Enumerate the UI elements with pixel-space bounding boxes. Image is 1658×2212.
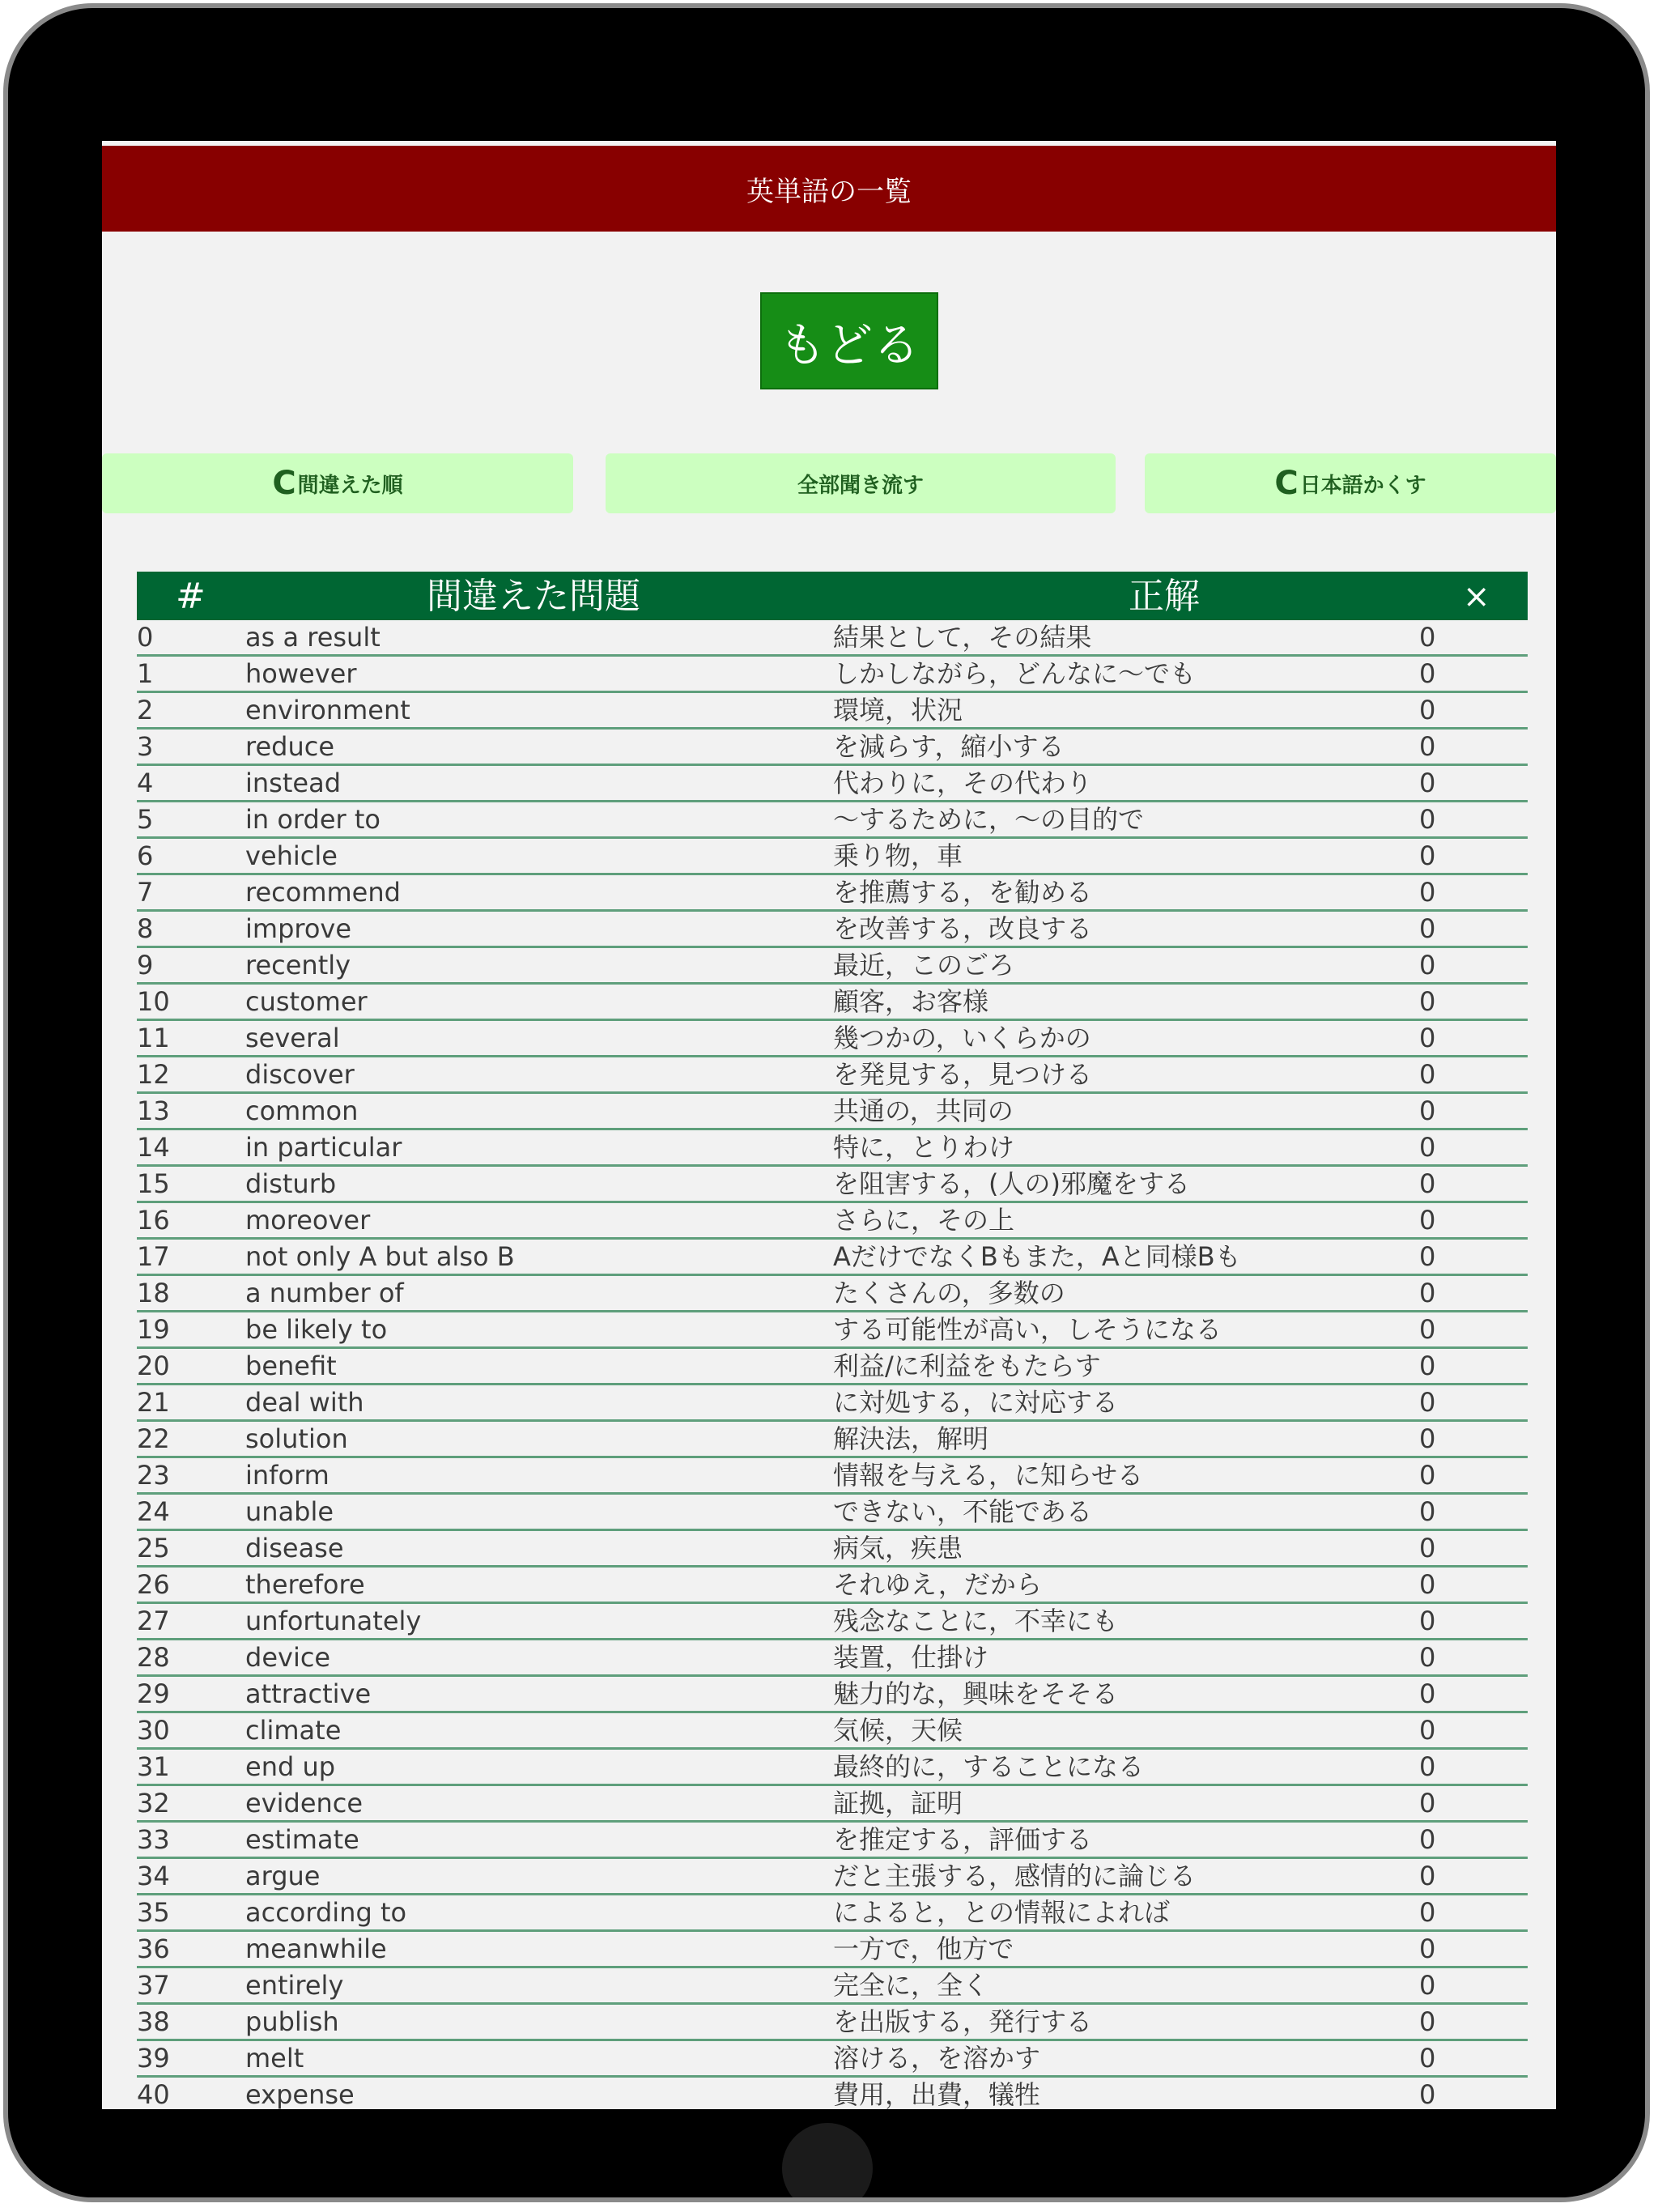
table-row[interactable]	[137, 1057, 1528, 1094]
row-word: inform	[245, 1460, 329, 1491]
row-number: 22	[137, 1423, 170, 1454]
row-number: 4	[137, 768, 154, 798]
row-mistake-count: 0	[1419, 1351, 1436, 1381]
header-answer: 正解	[1129, 576, 1200, 617]
row-answer: 魅力的な，興味をそそる	[833, 1678, 1119, 1709]
table-row[interactable]	[137, 1276, 1528, 1312]
row-answer: 利益/に利益をもたらす	[833, 1351, 1101, 1381]
table-row[interactable]	[137, 1677, 1528, 1713]
sort-by-mistakes-label: 間違えた順	[297, 473, 403, 498]
row-word: entirely	[245, 1970, 344, 2001]
row-answer: によると，との情報によれば	[833, 1897, 1171, 1928]
row-answer: 環境，状況	[833, 695, 963, 725]
row-mistake-count: 0	[1419, 1569, 1436, 1600]
row-answer: を推定する，評価する	[833, 1824, 1093, 1855]
row-word: discover	[245, 1059, 355, 1090]
row-word: publish	[245, 2006, 339, 2037]
row-answer: 乗り物，車	[833, 840, 963, 871]
row-word: end up	[245, 1751, 336, 1782]
row-answer: を推薦する，を勧める	[833, 877, 1093, 908]
row-word: solution	[245, 1423, 348, 1454]
row-word: disturb	[245, 1168, 337, 1199]
row-word: environment	[245, 695, 410, 725]
row-number: 11	[137, 1023, 170, 1053]
cycle-icon: C	[1274, 465, 1299, 502]
row-number: 34	[137, 1861, 170, 1891]
row-word: attractive	[245, 1678, 372, 1709]
table-row[interactable]	[137, 1531, 1528, 1568]
row-number: 19	[137, 1314, 170, 1345]
table-row[interactable]	[137, 1021, 1528, 1057]
header-mistake-count: ×	[1463, 578, 1490, 615]
row-answer: を出版する，発行する	[833, 2006, 1093, 2037]
table-row[interactable]	[137, 2078, 1528, 2109]
row-mistake-count: 0	[1419, 986, 1436, 1017]
row-answer: を発見する，見つける	[833, 1059, 1093, 1090]
row-number: 7	[137, 877, 154, 908]
row-answer: 一方で，他方で	[833, 1933, 1014, 1964]
row-answer: を阻害する，(人の)邪魔をする	[833, 1168, 1190, 1199]
listen-all-button[interactable]	[606, 453, 1116, 513]
table-row[interactable]	[137, 1240, 1528, 1276]
table-row[interactable]	[137, 802, 1528, 839]
row-mistake-count: 0	[1419, 1205, 1436, 1236]
row-number: 33	[137, 1824, 170, 1855]
row-number: 37	[137, 1970, 170, 2001]
row-mistake-count: 0	[1419, 1861, 1436, 1891]
row-answer: 代わりに，その代わり	[833, 768, 1093, 798]
title-bar	[102, 146, 1556, 232]
row-answer: 共通の，共同の	[833, 1095, 1014, 1126]
row-mistake-count: 0	[1419, 1496, 1436, 1527]
row-mistake-count: 0	[1419, 1095, 1436, 1126]
header-number: #	[176, 576, 206, 617]
row-number: 35	[137, 1897, 170, 1928]
row-word: recently	[245, 950, 351, 981]
row-answer: できない，不能である	[833, 1496, 1093, 1527]
row-word: climate	[245, 1715, 342, 1746]
row-word: instead	[245, 768, 341, 798]
row-number: 31	[137, 1751, 170, 1782]
row-mistake-count: 0	[1419, 768, 1436, 798]
table-row[interactable]	[137, 1458, 1528, 1495]
row-word: common	[245, 1095, 359, 1126]
row-number: 23	[137, 1460, 170, 1491]
row-word: meanwhile	[245, 1933, 387, 1964]
row-mistake-count: 0	[1419, 1533, 1436, 1563]
row-number: 5	[137, 804, 154, 835]
row-number: 24	[137, 1496, 170, 1527]
table-row[interactable]	[137, 1750, 1528, 1786]
row-answer: 解決法，解明	[833, 1423, 989, 1454]
table-row[interactable]	[137, 1422, 1528, 1458]
row-word: in particular	[245, 1132, 402, 1163]
table-row[interactable]	[137, 693, 1528, 730]
hide-japanese-button[interactable]	[1145, 453, 1556, 513]
row-mistake-count: 0	[1419, 1387, 1436, 1418]
row-number: 36	[137, 1933, 170, 1964]
cycle-icon: C	[272, 465, 296, 502]
row-answer: だと主張する，感情的に論じる	[833, 1861, 1197, 1891]
row-number: 15	[137, 1168, 170, 1199]
table-row[interactable]	[137, 1130, 1528, 1167]
table-row[interactable]	[137, 1094, 1528, 1130]
row-number: 16	[137, 1205, 170, 1236]
row-answer: 結果として，その結果	[833, 622, 1092, 653]
row-mistake-count: 0	[1419, 2079, 1436, 2109]
word-table	[137, 572, 1528, 2109]
row-mistake-count: 0	[1419, 1970, 1436, 2001]
row-word: evidence	[245, 1788, 363, 1819]
table-row[interactable]	[137, 2005, 1528, 2041]
row-mistake-count: 0	[1419, 1678, 1436, 1709]
table-row[interactable]	[137, 1385, 1528, 1422]
row-number: 13	[137, 1095, 170, 1126]
row-number: 17	[137, 1241, 170, 1272]
table-header	[137, 572, 1528, 620]
row-word: deal with	[245, 1387, 364, 1418]
row-mistake-count: 0	[1419, 1751, 1436, 1782]
row-word: as a result	[245, 622, 380, 653]
table-row[interactable]	[137, 1640, 1528, 1677]
row-answer: 顧客，お客様	[833, 986, 989, 1017]
hide-japanese-label: 日本語かくす	[1299, 473, 1426, 498]
row-number: 6	[137, 840, 154, 871]
row-answer: 完全に，全く	[833, 1970, 989, 2001]
row-word: vehicle	[245, 840, 338, 871]
row-answer: 幾つかの，いくらかの	[833, 1023, 1091, 1053]
table-row[interactable]	[137, 766, 1528, 802]
row-word: therefore	[245, 1569, 365, 1600]
row-word: unable	[245, 1496, 334, 1527]
row-number: 28	[137, 1642, 170, 1673]
row-answer: 特に，とりわけ	[833, 1132, 1015, 1163]
table-row[interactable]	[137, 875, 1528, 912]
row-number: 18	[137, 1278, 170, 1308]
row-number: 27	[137, 1606, 170, 1636]
listen-all-label: 全部聞き流す	[797, 473, 924, 498]
row-number: 0	[137, 622, 154, 653]
row-answer: 病気，疾患	[833, 1533, 963, 1563]
row-word: in order to	[245, 804, 380, 835]
row-answer: 情報を与える，に知らせる	[833, 1460, 1144, 1491]
row-number: 2	[137, 695, 154, 725]
table-row[interactable]	[137, 2041, 1528, 2078]
header-word: 間違えた問題	[427, 576, 640, 617]
row-number: 26	[137, 1569, 170, 1600]
row-word: expense	[245, 2079, 355, 2109]
row-word: benefit	[245, 1351, 337, 1381]
table-row[interactable]	[137, 1604, 1528, 1640]
row-word: reduce	[245, 731, 335, 762]
row-mistake-count: 0	[1419, 1278, 1436, 1308]
table-row[interactable]	[137, 1312, 1528, 1349]
row-number: 38	[137, 2006, 170, 2037]
row-mistake-count: 0	[1419, 658, 1436, 689]
table-row[interactable]	[137, 1786, 1528, 1823]
row-mistake-count: 0	[1419, 695, 1436, 725]
row-mistake-count: 0	[1419, 1423, 1436, 1454]
row-number: 14	[137, 1132, 170, 1163]
row-number: 8	[137, 913, 154, 944]
row-number: 1	[137, 658, 154, 689]
row-number: 3	[137, 731, 154, 762]
row-mistake-count: 0	[1419, 1606, 1436, 1636]
row-mistake-count: 0	[1419, 1897, 1436, 1928]
row-answer: 最近，このごろ	[833, 950, 1015, 981]
row-number: 40	[137, 2079, 170, 2109]
row-number: 25	[137, 1533, 170, 1563]
row-word: customer	[245, 986, 368, 1017]
row-word: device	[245, 1642, 331, 1673]
row-mistake-count: 0	[1419, 1059, 1436, 1090]
row-word: melt	[245, 2043, 304, 2074]
row-number: 30	[137, 1715, 170, 1746]
row-answer: それゆえ，だから	[833, 1569, 1042, 1600]
row-answer: しかしながら，どんなに〜でも	[833, 658, 1197, 689]
table-row[interactable]	[137, 839, 1528, 875]
row-mistake-count: 0	[1419, 1933, 1436, 1964]
row-word: not only A but also B	[245, 1241, 515, 1272]
row-mistake-count: 0	[1419, 1023, 1436, 1053]
row-word: moreover	[245, 1205, 371, 1236]
row-number: 10	[137, 986, 170, 1017]
table-row[interactable]	[137, 912, 1528, 948]
home-button[interactable]	[782, 2123, 873, 2202]
row-answer: に対処する，に対応する	[833, 1387, 1119, 1418]
table-row[interactable]	[137, 948, 1528, 985]
row-mistake-count: 0	[1419, 840, 1436, 871]
row-answer: 〜するために，〜の目的で	[833, 804, 1145, 835]
row-answer: を減らす，縮小する	[833, 731, 1065, 762]
table-row[interactable]	[137, 1895, 1528, 1932]
row-word: recommend	[245, 877, 401, 908]
row-word: argue	[245, 1861, 321, 1891]
row-answer: 費用，出費，犠牲	[833, 2079, 1041, 2109]
row-mistake-count: 0	[1419, 1314, 1436, 1345]
table-row[interactable]	[137, 657, 1528, 693]
row-mistake-count: 0	[1419, 2006, 1436, 2037]
table-row[interactable]	[137, 1349, 1528, 1385]
row-mistake-count: 0	[1419, 877, 1436, 908]
row-word: improve	[245, 913, 352, 944]
row-mistake-count: 0	[1419, 1460, 1436, 1491]
row-word: however	[245, 658, 357, 689]
row-mistake-count: 0	[1419, 1132, 1436, 1163]
row-mistake-count: 0	[1419, 913, 1436, 944]
row-mistake-count: 0	[1419, 950, 1436, 981]
table-row[interactable]	[137, 1713, 1528, 1750]
table-row[interactable]	[137, 1203, 1528, 1240]
row-number: 29	[137, 1678, 170, 1709]
table-row[interactable]	[137, 730, 1528, 766]
row-mistake-count: 0	[1419, 1824, 1436, 1855]
row-mistake-count: 0	[1419, 1642, 1436, 1673]
row-mistake-count: 0	[1419, 1715, 1436, 1746]
row-word: a number of	[245, 1278, 404, 1308]
row-number: 12	[137, 1059, 170, 1090]
table-row[interactable]	[137, 620, 1528, 657]
row-number: 39	[137, 2043, 170, 2074]
row-word: disease	[245, 1533, 344, 1563]
row-answer: さらに，その上	[833, 1205, 1015, 1236]
row-number: 32	[137, 1788, 170, 1819]
table-row[interactable]	[137, 1167, 1528, 1203]
row-number: 9	[137, 950, 154, 981]
table-row[interactable]	[137, 1823, 1528, 1859]
row-number: 20	[137, 1351, 170, 1381]
row-word: be likely to	[245, 1314, 388, 1345]
row-word: unfortunately	[245, 1606, 422, 1636]
row-answer: AだけでなくBもまた，Aと同様Bも	[833, 1241, 1241, 1272]
row-mistake-count: 0	[1419, 731, 1436, 762]
row-answer: 装置，仕掛け	[833, 1642, 989, 1673]
back-button[interactable]	[760, 292, 938, 389]
table-row[interactable]	[137, 1859, 1528, 1895]
sort-by-mistakes-button[interactable]	[102, 453, 573, 513]
row-answer: 証拠，証明	[833, 1788, 963, 1819]
table-row[interactable]	[137, 985, 1528, 1021]
app-screen	[102, 141, 1556, 2109]
page-title: 英単語の一覧	[746, 175, 912, 208]
table-row[interactable]	[137, 1568, 1528, 1604]
back-button-label: もどる	[778, 317, 920, 372]
row-number: 21	[137, 1387, 170, 1418]
row-mistake-count: 0	[1419, 1168, 1436, 1199]
row-mistake-count: 0	[1419, 1241, 1436, 1272]
row-answer: 残念なことに，不幸にも	[833, 1606, 1119, 1636]
row-word: estimate	[245, 1824, 359, 1855]
row-answer: 溶ける，を溶かす	[833, 2043, 1041, 2074]
row-word: according to	[245, 1897, 407, 1928]
row-word: several	[245, 1023, 340, 1053]
row-answer: する可能性が高い，しそうになる	[833, 1314, 1222, 1345]
table-row[interactable]	[137, 1495, 1528, 1531]
table-body	[137, 620, 1528, 2109]
row-answer: たくさんの，多数の	[833, 1278, 1065, 1308]
row-mistake-count: 0	[1419, 1788, 1436, 1819]
row-mistake-count: 0	[1419, 804, 1436, 835]
row-mistake-count: 0	[1419, 622, 1436, 653]
row-answer: 最終的に，することになる	[833, 1751, 1145, 1782]
row-mistake-count: 0	[1419, 2043, 1436, 2074]
table-row[interactable]	[137, 1932, 1528, 1968]
row-answer: を改善する，改良する	[833, 913, 1093, 944]
row-answer: 気候，天候	[833, 1715, 963, 1746]
table-row[interactable]	[137, 1968, 1528, 2005]
